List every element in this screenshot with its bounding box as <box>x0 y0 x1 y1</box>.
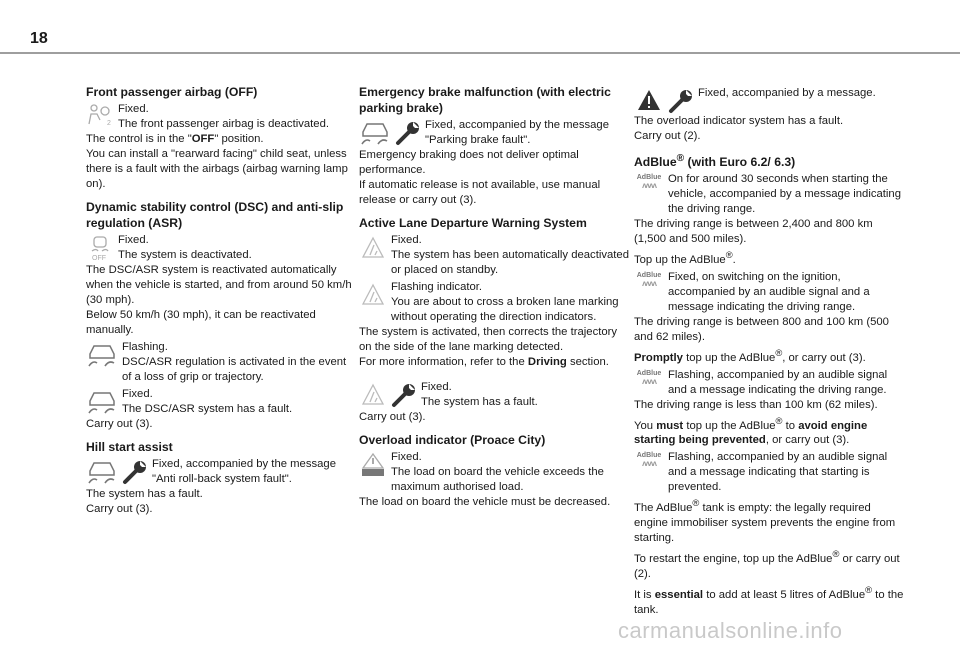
column-1 <box>86 84 358 517</box>
section-title-adblue: AdBlue® (with Euro 6.2/ 6.3) <box>634 153 796 170</box>
description-text: The system has been automatically deactivated or placed on standby. <box>391 249 629 276</box>
svg-text:2: 2 <box>107 120 111 126</box>
status-text: Fixed. <box>118 234 149 246</box>
indicator-block <box>359 233 631 278</box>
adblue-icon: AdBlue ʌʌʌʌ <box>636 369 662 386</box>
section-title-dsc: Dynamic stability control (DSC) and anti-slip regulation (ASR) <box>86 200 344 230</box>
indicator-block <box>86 233 358 263</box>
overload-warning-icon <box>359 452 387 478</box>
indicator-block <box>634 270 906 315</box>
indicator-block <box>634 450 906 495</box>
paragraph: Below 50 km/h (30 mph), it can be reactivated manually. <box>86 309 316 336</box>
lane-departure-icon <box>359 235 387 259</box>
indicator-block <box>86 387 358 417</box>
description-text: The front passenger airbag is deactivated. <box>118 118 330 130</box>
indicator-block <box>634 172 906 217</box>
description-text: Fixed, on switching on the ignition, accompanied by an audible signal and a message indicating the driving range. <box>668 270 870 313</box>
status-text: Flashing indicator. <box>391 281 483 293</box>
description-text: The system has a fault. <box>421 396 538 408</box>
description-text: On for around 30 seconds when starting the vehicle, accompanied by a message indicating the driving range. <box>668 173 901 216</box>
adblue-icon: AdBlue ʌʌʌʌ <box>636 271 662 288</box>
column-2 <box>359 84 631 510</box>
wrench-icon <box>395 120 421 146</box>
skidding-car-icon <box>359 120 391 146</box>
description-text: Flashing, accompanied by an audible signal and a message indicating that starting is prevented. <box>668 451 888 494</box>
paragraph: Carry out (3). <box>86 503 153 515</box>
indicator-block <box>359 118 631 148</box>
section-title-overload: Overload indicator (Proace City) <box>359 433 546 447</box>
airbag-off-icon <box>86 104 114 126</box>
description-text: Flashing, accompanied by an audible signal and a message indicating the driving range. <box>668 368 888 396</box>
paragraph: The AdBlue® tank is empty: the legally required engine immobiliser system prevents the engine from starting. <box>634 497 896 545</box>
paragraph: Promptly top up the AdBlue®, or carry out (3). <box>634 346 866 364</box>
indicator-block <box>634 368 906 398</box>
wrench-icon <box>122 459 148 485</box>
indicator-block <box>86 102 358 132</box>
paragraph: The system is activated, then corrects the trajectory on the side of the lane marking detected. <box>359 326 618 353</box>
paragraph: You can install a "rearward facing" child seat, unless there is a fault with the airbags (airbag warning lamp on). <box>86 148 348 190</box>
section-title-hill-start: Hill start assist <box>86 440 173 454</box>
wrench-icon <box>391 382 417 408</box>
wrench-icon <box>668 88 694 114</box>
lane-departure-icon <box>359 382 387 406</box>
column-3 <box>634 84 906 618</box>
status-text: Fixed. <box>122 388 153 400</box>
section-title-lane-departure: Active Lane Departure Warning System <box>359 216 587 230</box>
status-text: Fixed. <box>421 381 452 393</box>
paragraph: It is essential to add at least 5 litres of AdBlue® to the tank. <box>634 583 904 616</box>
description-text: The DSC/ASR system has a fault. <box>122 403 293 415</box>
indicator-block <box>359 450 631 495</box>
skidding-car-icon <box>86 459 118 485</box>
paragraph: The DSC/ASR system is reactivated automatically when the vehicle is started, and from around 50 km/h (30 mph). <box>86 264 352 306</box>
adblue-icon: AdBlue ʌʌʌʌ <box>636 174 662 191</box>
description-text: Fixed, accompanied by the message "Parking brake fault". <box>425 119 609 146</box>
paragraph: Carry out (2). <box>634 130 701 142</box>
description-text: Fixed, accompanied by a message. <box>698 87 876 99</box>
paragraph: For more information, refer to the Driving section. <box>359 356 609 368</box>
dsc-off-icon <box>86 235 114 261</box>
skidding-car-icon <box>86 342 118 368</box>
paragraph: To restart the engine, top up the AdBlue® or carry out (2). <box>634 548 900 580</box>
watermark: carmanualsonline.info <box>618 618 843 643</box>
lane-departure-icon <box>359 282 387 306</box>
paragraph: The driving range is between 800 and 100 km (500 and 62 miles). <box>634 315 889 343</box>
description-text: You are about to cross a broken lane marking without operating the direction indicators. <box>391 296 619 323</box>
indicator-block <box>86 340 358 385</box>
status-text: Fixed. <box>118 103 149 115</box>
indicator-block <box>359 280 631 325</box>
section-title-emergency-brake: Emergency brake malfunction (with electric parking brake) <box>359 85 611 115</box>
status-text: Fixed. <box>391 234 422 246</box>
icon-off-label: OFF <box>92 255 106 261</box>
description-text: DSC/ASR regulation is activated in the event of a loss of grip or trajectory. <box>122 356 347 383</box>
description-text: The system is deactivated. <box>118 249 252 261</box>
section-title-airbag: Front passenger airbag (OFF) <box>86 85 258 99</box>
status-text: Flashing. <box>122 341 168 353</box>
skidding-car-icon <box>86 389 118 415</box>
paragraph: The driving range is between 2,400 and 800 km (1,500 and 500 miles). <box>634 218 873 246</box>
indicator-block <box>359 380 631 410</box>
paragraph: The overload indicator system has a fault. <box>634 115 844 127</box>
paragraph: The load on board the vehicle must be decreased. <box>359 496 611 508</box>
indicator-block <box>86 457 358 487</box>
paragraph: Top up the AdBlue®. <box>634 249 736 266</box>
status-text: Fixed. <box>391 451 422 463</box>
paragraph: The system has a fault. <box>86 488 203 500</box>
indicator-block <box>634 86 906 114</box>
adblue-icon: AdBlue ʌʌʌʌ <box>636 452 662 469</box>
paragraph: The driving range is less than 100 km (62 miles). <box>634 398 878 411</box>
paragraph: If automatic release is not available, use manual release or carry out (3). <box>359 179 601 206</box>
paragraph: You must top up the AdBlue® to avoid engine starting being prevented, or carry out (3). <box>634 414 868 447</box>
paragraph: Carry out (3). <box>86 418 153 430</box>
paragraph: The control is in the "OFF" position. <box>86 133 264 145</box>
overload-warning-icon <box>634 88 664 114</box>
description-text: The load on board the vehicle exceeds the maximum authorised load. <box>391 466 604 493</box>
header-divider <box>0 52 960 54</box>
page-number: 18 <box>30 30 48 47</box>
paragraph: Carry out (3). <box>359 411 426 423</box>
description-text: Fixed, accompanied by the message "Anti roll-back system fault". <box>152 458 336 485</box>
paragraph: Emergency braking does not deliver optimal performance. <box>359 149 579 176</box>
